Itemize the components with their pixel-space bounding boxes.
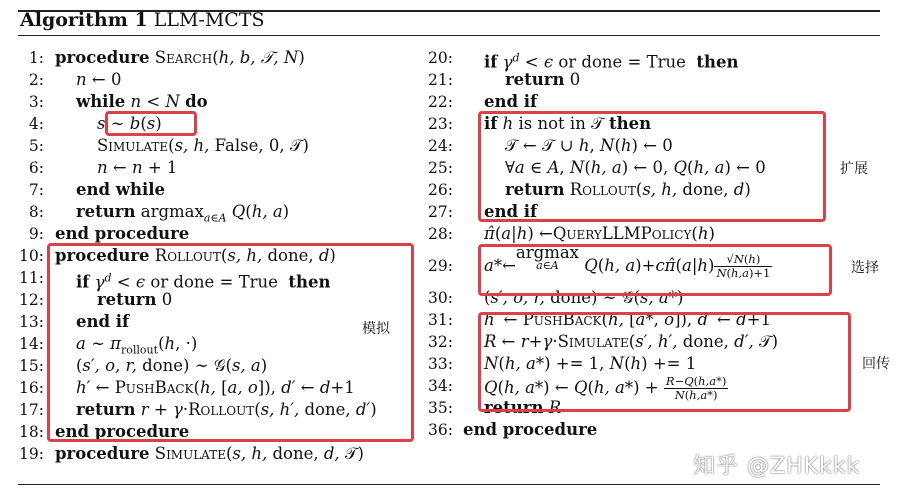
- line-number: 15:: [19, 357, 44, 375]
- line-code: return r + γ·Rollout(s, h′, done, d′): [75, 400, 377, 419]
- algorithm-line: [18, 201, 413, 223]
- algorithm-label: Algorithm 1: [20, 9, 148, 31]
- line-code: n ← n + 1: [96, 158, 178, 177]
- line-number: 13:: [19, 313, 44, 331]
- line-number: 18:: [19, 423, 44, 441]
- line-code: end if: [483, 92, 538, 111]
- algorithm-line: [18, 69, 413, 91]
- algorithm-line: [18, 223, 413, 245]
- line-number: 23:: [428, 115, 453, 133]
- line-number: 25:: [428, 159, 453, 177]
- expand-annotation: 扩展: [840, 161, 868, 177]
- line-code: return 0: [504, 70, 581, 89]
- line-number: 19:: [19, 445, 44, 463]
- line-code: procedure Rollout(s, h, done, d): [55, 246, 336, 265]
- line-code: while n < N do: [75, 92, 208, 111]
- algorithm-line: [18, 47, 413, 69]
- line-code: return Rollout(s, h, done, d): [504, 180, 751, 199]
- line-code: end if: [75, 312, 130, 331]
- line-code: s ∼ b(s): [96, 114, 162, 133]
- line-number: 17:: [19, 401, 44, 419]
- line-number: 35:: [428, 399, 453, 417]
- line-code: h′ ← PushBack(h, [a, o]), d′ ← d+1: [75, 378, 355, 397]
- line-code: a*←argmax a∈A Q(h, a)+cπ̂(a|h) $\frac{√N(h)}{N(h,a)+1}$: [483, 243, 771, 280]
- line-code: 𝒯 ← 𝒯 ∪ h, N(h) ← 0: [463, 136, 673, 155]
- line-number: 7:: [28, 181, 44, 199]
- algorithm-line: [428, 223, 848, 245]
- line-number: 6:: [28, 159, 44, 177]
- line-code: if $\gamma^d < \epsilon$ or done = True then: [75, 271, 331, 292]
- line-number: 5:: [28, 137, 44, 155]
- line-number: 9:: [28, 225, 44, 243]
- algorithm-line: [18, 179, 413, 201]
- sample-state-box: [105, 111, 197, 136]
- line-number: 12:: [19, 291, 44, 309]
- line-code: if $\gamma^d < \epsilon$ or done = True then: [483, 51, 739, 72]
- select-box: [478, 244, 832, 296]
- line-number: 26:: [428, 181, 453, 199]
- backprop-annotation: 回传: [862, 356, 890, 372]
- simulate-annotation: 模拟: [362, 321, 390, 337]
- line-number: 14:: [19, 335, 44, 353]
- line-code: Simulate(s, h, False, 0, 𝒯): [96, 136, 309, 155]
- line-code: a ∼ $\pi_{rollout}(h$, ·): [75, 334, 198, 357]
- algorithm-line: [428, 47, 848, 72]
- line-code: (s′, o, r, done) ∼ 𝒢(s, a): [55, 356, 268, 375]
- line-code: procedure Search(h, b, 𝒯, N): [55, 48, 305, 67]
- zhihu-watermark: 知乎 @ZHKkkk: [693, 454, 861, 479]
- algorithm-line: [428, 91, 848, 113]
- rollout-box: [47, 243, 414, 442]
- line-number: 16:: [19, 379, 44, 397]
- algorithm-title: [20, 9, 265, 31]
- algorithm-line: [18, 157, 413, 179]
- algorithm-line: [18, 113, 413, 135]
- line-number: 28:: [428, 225, 453, 243]
- line-number: 22:: [428, 93, 453, 111]
- line-number: 3:: [28, 93, 44, 111]
- line-number: 2:: [28, 71, 44, 89]
- line-code: h′ ← PushBack(h, [a*, o]), d′ ← d+1: [483, 310, 771, 329]
- line-number: 8:: [28, 203, 44, 221]
- line-code: return R: [483, 398, 562, 417]
- line-number: 34:: [428, 377, 453, 395]
- line-code: procedure Simulate(s, h, done, d, 𝒯): [55, 444, 364, 463]
- line-number: 11:: [19, 269, 44, 287]
- line-number: 32:: [428, 333, 453, 351]
- line-code: (s′, o, r, done) ∼ 𝒢(s, a*): [463, 288, 684, 307]
- line-code: end procedure: [463, 420, 598, 439]
- line-code: end procedure: [55, 422, 190, 441]
- line-number: 36:: [428, 421, 453, 439]
- line-code: end while: [75, 180, 165, 199]
- algorithm-name: LLM-MCTS: [153, 9, 265, 31]
- title-rule: [18, 35, 880, 36]
- line-code: R ← r+γ·Simulate(s′, h′, done, d′, 𝒯): [483, 332, 779, 351]
- line-code: if h is not in 𝒯 then: [483, 114, 652, 133]
- line-code: return 0: [96, 290, 173, 309]
- line-code: end procedure: [55, 224, 190, 243]
- algorithm-line: [18, 443, 413, 465]
- line-number: 10:: [19, 247, 44, 265]
- line-number: 27:: [428, 203, 453, 221]
- algorithm-line: [428, 69, 848, 91]
- line-code: π̂(a|h) ←QueryLLMPolicy(h): [483, 224, 715, 243]
- line-code: n ← 0: [75, 70, 122, 89]
- line-code: ∀a ∈ A, N(h, a) ← 0, Q(h, a) ← 0: [463, 158, 766, 177]
- line-number: 30:: [428, 289, 453, 307]
- line-number: 24:: [428, 137, 453, 155]
- line-number: 21:: [428, 71, 453, 89]
- line-code: N(h, a*) += 1, N(h) += 1: [483, 354, 697, 373]
- line-number: 33:: [428, 355, 453, 373]
- algorithm-line: [18, 91, 413, 113]
- select-annotation: 选择: [851, 260, 879, 276]
- backprop-box: [478, 312, 851, 412]
- line-code: return argmax$_{a\in A}$ Q(h, a): [75, 202, 290, 225]
- line-code: Q(h, a*) ← Q(h, a*) + $\frac{R-Q(h,a*)}{N(h,a*)}$: [483, 374, 727, 402]
- expand-box: [478, 111, 826, 222]
- line-code: end if: [483, 202, 538, 221]
- line-number: 4:: [28, 115, 44, 133]
- algorithm-line: [428, 419, 848, 441]
- line-number: 20:: [428, 49, 453, 67]
- line-number: 29:: [428, 257, 453, 275]
- algorithm-line: [18, 135, 413, 157]
- line-number: 31:: [428, 311, 453, 329]
- bottom-rule: [18, 484, 880, 485]
- line-number: 1:: [28, 49, 44, 67]
